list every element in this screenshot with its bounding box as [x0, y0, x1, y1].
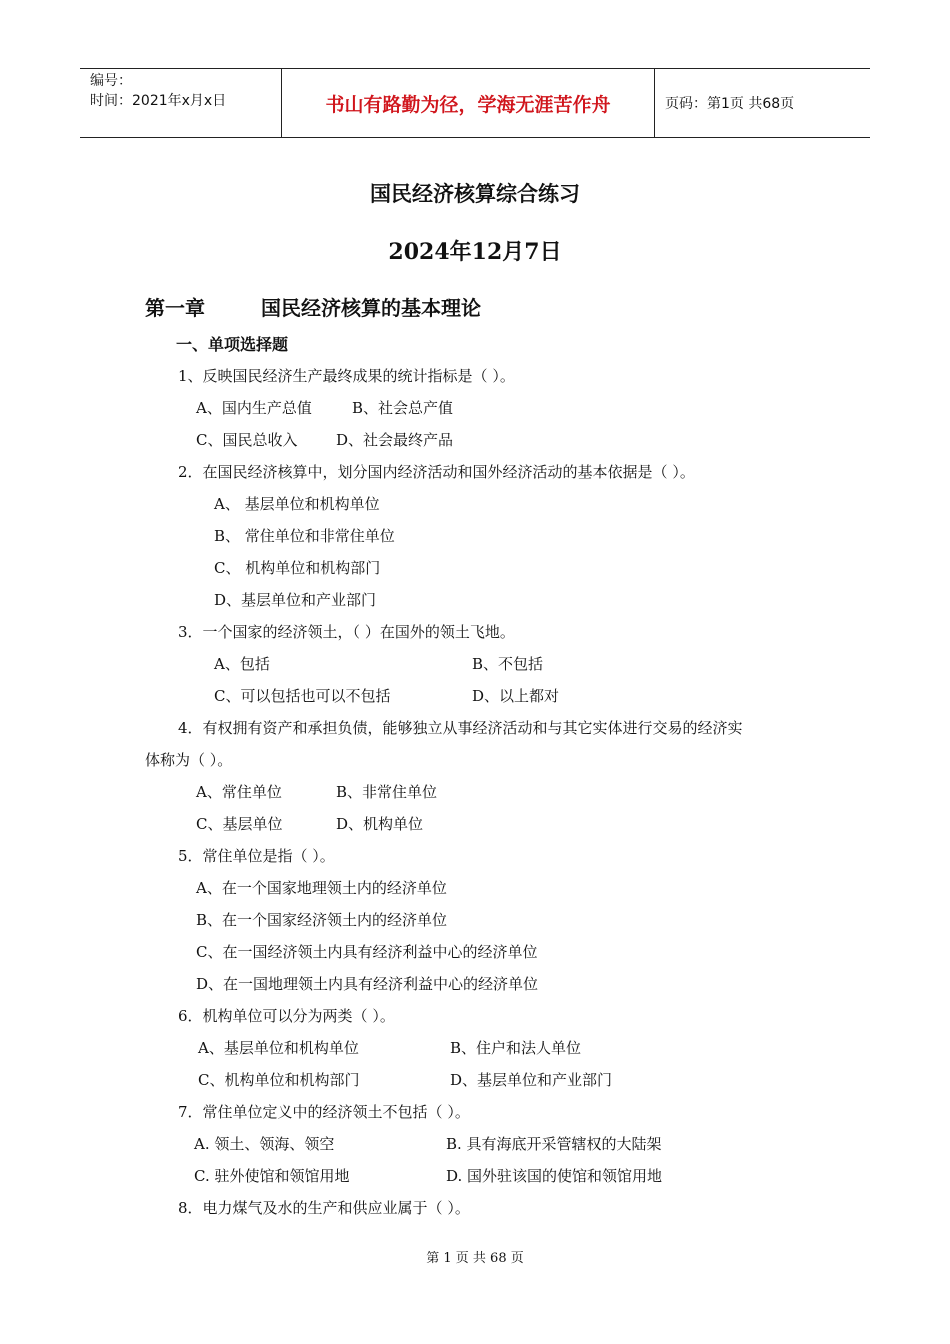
question-4-option-d: D、机构单位 [336, 815, 424, 833]
question-5-option-a: A、在一个国家地理领土内的经济单位 [196, 879, 447, 897]
chapter-heading [145, 292, 481, 321]
question-5-option-d: D、在一国地理领土内具有经济利益中心的经济单位 [196, 975, 539, 993]
question-1-option-b: B、社会总产值 [352, 399, 454, 417]
question-7: 7．常住单位定义中的经济领土不包括（ ）。 [178, 1103, 470, 1121]
question-1-option-a: A、国内生产总值 [196, 399, 312, 417]
section-heading: 一、单项选择题 [176, 335, 289, 354]
question-5-option-c: C、在一国经济领土内具有经济利益中心的经济单位 [196, 943, 538, 961]
page-footer: 第 1 页 共 68 页 [426, 1251, 524, 1266]
question-7-option-a: A. 领土、领海、领空 [194, 1135, 335, 1153]
question-4-line-2: 体称为（ ）。 [145, 751, 233, 769]
question-2-option-d: D、基层单位和产业部门 [214, 591, 377, 609]
question-6-option-d: D、基层单位和产业部门 [450, 1071, 613, 1089]
question-4-option-c: C、基层单位 [196, 815, 283, 833]
header-motto: 书山有路勤为径，学海无涯苦作舟 [282, 69, 655, 137]
question-4-line-1: 4．有权拥有资产和承担负债，能够独立从事经济活动和与其它实体进行交易的经济实 [178, 719, 743, 737]
question-4-option-a: A、常住单位 [196, 783, 282, 801]
header-time-label: 时间：2021年x月x日 [90, 93, 227, 109]
question-1-option-d: D、社会最终产品 [336, 431, 454, 449]
question-1: 1、反映国民经济生产最终成果的统计指标是（ ）。 [178, 367, 515, 385]
question-3-option-d: D、以上都对 [472, 687, 560, 705]
header-number-label: 编号： [90, 73, 132, 89]
question-3-option-a: A、包括 [214, 655, 270, 673]
question-7-option-d: D. 国外驻该国的使馆和领馆用地 [446, 1167, 663, 1185]
question-3-option-b: B、不包括 [472, 655, 544, 673]
question-6-option-c: C、机构单位和机构部门 [198, 1071, 360, 1089]
question-2-option-a: A、 基层单位和机构单位 [214, 495, 380, 513]
header-table [80, 68, 870, 138]
question-1-option-c: C、国民总收入 [196, 431, 298, 449]
question-6: 6．机构单位可以分为两类（ ）。 [178, 1007, 395, 1025]
question-2-option-b: B、 常住单位和非常住单位 [214, 527, 395, 545]
question-3-option-c: C、可以包括也可以不包括 [214, 687, 391, 705]
document-title: 国民经济核算综合练习 [370, 182, 580, 206]
question-5-option-b: B、在一个国家经济领土内的经济单位 [196, 911, 448, 929]
question-5: 5．常住单位是指（ ）。 [178, 847, 335, 865]
question-2: 2．在国民经济核算中，划分国内经济活动和国外经济活动的基本依据是（ ）。 [178, 463, 695, 481]
question-7-option-b: B. 具有海底开采管辖权的大陆架 [446, 1135, 662, 1153]
header-meta-cell [80, 69, 282, 137]
question-2-option-c: C、 机构单位和机构部门 [214, 559, 381, 577]
question-6-option-a: A、基层单位和机构单位 [198, 1039, 359, 1057]
question-6-option-b: B、住户和法人单位 [450, 1039, 582, 1057]
question-7-option-c: C. 驻外使馆和领馆用地 [194, 1167, 350, 1185]
question-3: 3．一个国家的经济领土，（ ）在国外的领土飞地。 [178, 623, 515, 641]
header-page-info: 页码：第1页 共68页 [665, 96, 795, 112]
question-8: 8．电力煤气及水的生产和供应业属于（ ）。 [178, 1199, 470, 1217]
chapter-number: 第一章 [145, 296, 205, 320]
chapter-title: 国民经济核算的基本理论 [261, 296, 481, 320]
document-date: 2024年12月7日 [388, 239, 562, 265]
question-4-option-b: B、非常住单位 [336, 783, 438, 801]
